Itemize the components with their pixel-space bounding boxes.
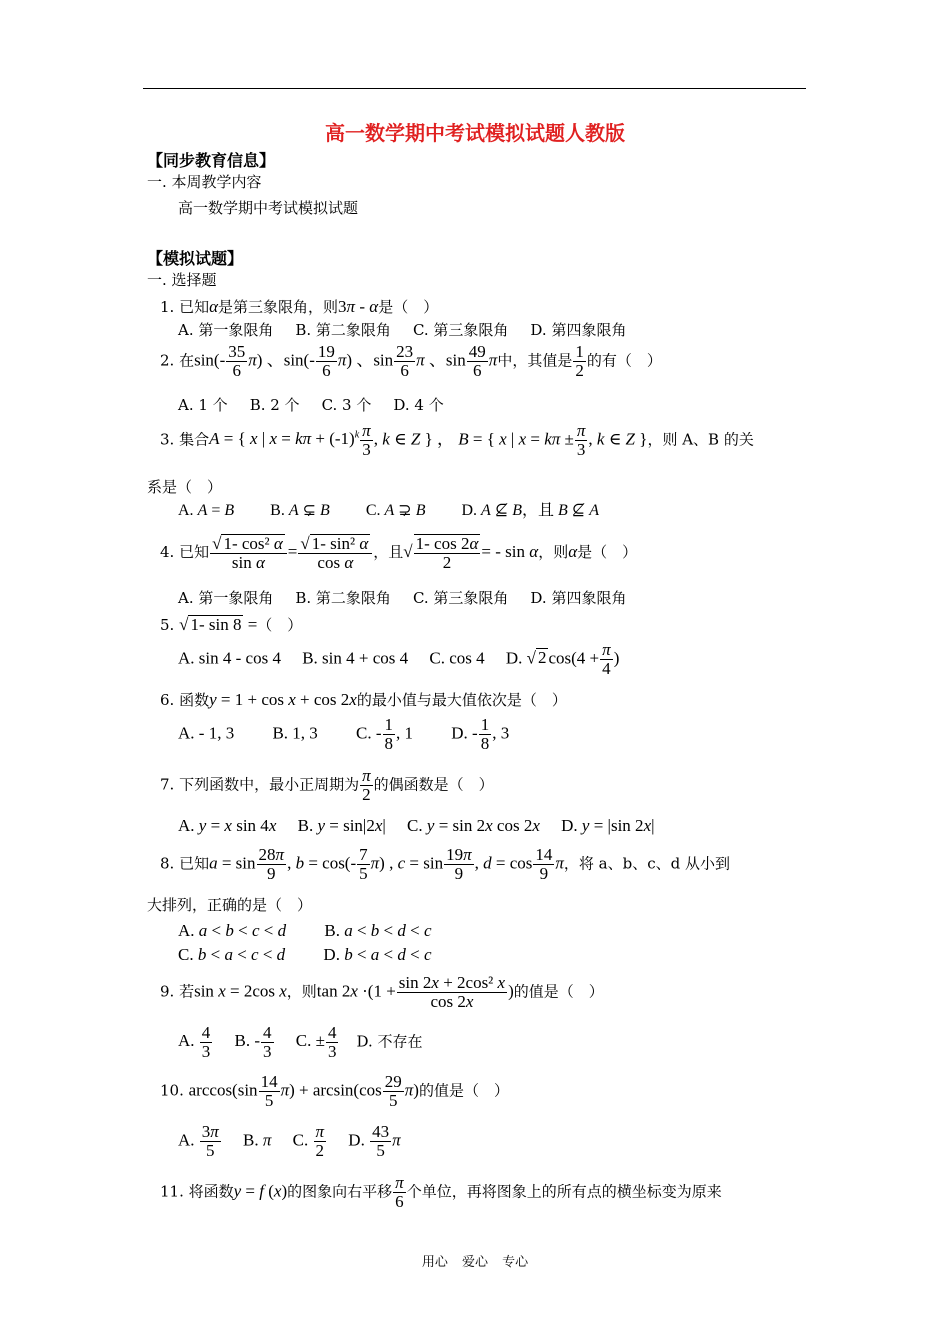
- question-8: 8. 已知a = sin $\frac{28\pi}{9}$ , b = cos(- $\frac{7}{5}$ π) , c = sin $\frac{19\pi}{9}$ , d = cos $\frac{14}{9}$ π，将 a、b、c、d 从小到: [160, 845, 730, 883]
- question-8-continued: 大排列，正确的是（ ）: [147, 896, 313, 914]
- page-title: 高一数学期中考试模拟试题人教版: [325, 121, 625, 145]
- question-5-options: A. sin 4 - cos 4 B. sin 4 + cos 4 C. cos 4 D. √ 2 cos(4 + $\frac{\pi}{4}$ ): [178, 640, 620, 678]
- question-1-options: A. 第一象限角 B. 第二象限角 C. 第三象限角 D. 第四象限角: [178, 321, 627, 339]
- question-3-continued: 系是（ ）: [147, 478, 223, 496]
- question-11: 11. 将函数y = f (x)的图象向右平移 $\frac{\pi}{6}$ 个单位，再将图象上的所有点的横坐标变为原来: [160, 1173, 722, 1211]
- question-8-options-ab: A. a < b < c < d B. a < b < d < c: [178, 921, 432, 940]
- question-7-options: A. y = x sin 4x B. y = sin|2x| C. y = sin 2x cos 2x D. y = |sin 2x|: [178, 816, 655, 835]
- section-sync-info: 【同步教育信息】: [147, 151, 276, 170]
- question-7: 7. 下列函数中，最小正周期为 $\frac{\pi}{2}$ 的偶函数是（ ）: [160, 766, 494, 804]
- question-8-options-cd: C. b < a < c < d D. b < a < d < c: [178, 945, 432, 964]
- question-4: 4. 已知 $\frac{\text{√ 1- cos² α}}{\text{sin α}}$ = $\frac{\text{√ 1- sin² α}}{\text{cos α}}$ ，且√ $\frac{1- \cos 2\alpha}{2}$ = - sin α，则α是（ ）: [160, 534, 638, 572]
- question-5: 5. √ 1- sin 8 =（ ）: [160, 615, 303, 634]
- section-mock-exam: 【模拟试题】: [147, 249, 244, 268]
- question-2: 2. 在sin(- $\frac{35}{6}$ π) 、sin(- $\frac{19}{6}$ π) 、sin $\frac{23}{6}$ π 、sin $\frac{49}{6}$ π中，其值是 $\frac{1}{2}$ 的有（ ）: [160, 342, 662, 380]
- question-3-options: A. A = B B. A ⊊ B C. A ⊋ B D. A ⊈ B，且 B ⊈ A: [178, 502, 599, 519]
- header-rule: [143, 88, 806, 89]
- question-9: 9. 若sin x = 2cos x，则tan 2x ·(1 + $\frac{\text{sin 2x + 2cos² x}}{\cos 2x}$ )的值是（ ）: [160, 973, 604, 1011]
- question-3: 3. 集合A = { x | $x = k\pi + (-1)^k$ $\frac{\pi}{3}$ , k ∈ Z } ， B = { x | x = kπ ± $\frac{\pi}{3}$ , k ∈ Z }，则 A、B 的关: [160, 421, 754, 459]
- page-footer: 用心 爱心 专心: [421, 1255, 529, 1270]
- question-2-options: A. 1 个 B. 2 个 C. 3 个 D. 4 个: [178, 396, 444, 414]
- question-10: 10. arccos(sin $\frac{14}{5}$ π) + arcsin(cos $\frac{29}{5}$ π)的值是（ ）: [160, 1072, 509, 1110]
- question-9-options: A. $\frac{4}{3}$ B. - $\frac{4}{3}$ C. ± $\frac{4}{3}$ D. 不存在: [178, 1023, 423, 1061]
- question-10-options: A. $\frac{3\pi}{5}$ B. π C. $\frac{\pi}{2}$ D. $\frac{43}{5}$ π: [178, 1122, 401, 1160]
- question-6: 6. 函数y = 1 + cos x + cos 2x的最小值与最大值依次是（ ）: [160, 690, 567, 709]
- content-heading: 一. 本周教学内容: [147, 173, 262, 191]
- question-1: 1. 已知α是第三象限角，则3π - α是（ ）: [160, 297, 439, 316]
- content-text: 高一数学期中考试模拟试题: [178, 199, 359, 217]
- question-4-options: A. 第一象限角 B. 第二象限角 C. 第三象限角 D. 第四象限角: [178, 589, 627, 607]
- part-heading: 一. 选择题: [147, 271, 217, 289]
- question-6-options: A. - 1, 3 B. 1, 3 C. - $\frac{1}{8}$ , 1 D. - $\frac{1}{8}$ , 3: [178, 715, 510, 753]
